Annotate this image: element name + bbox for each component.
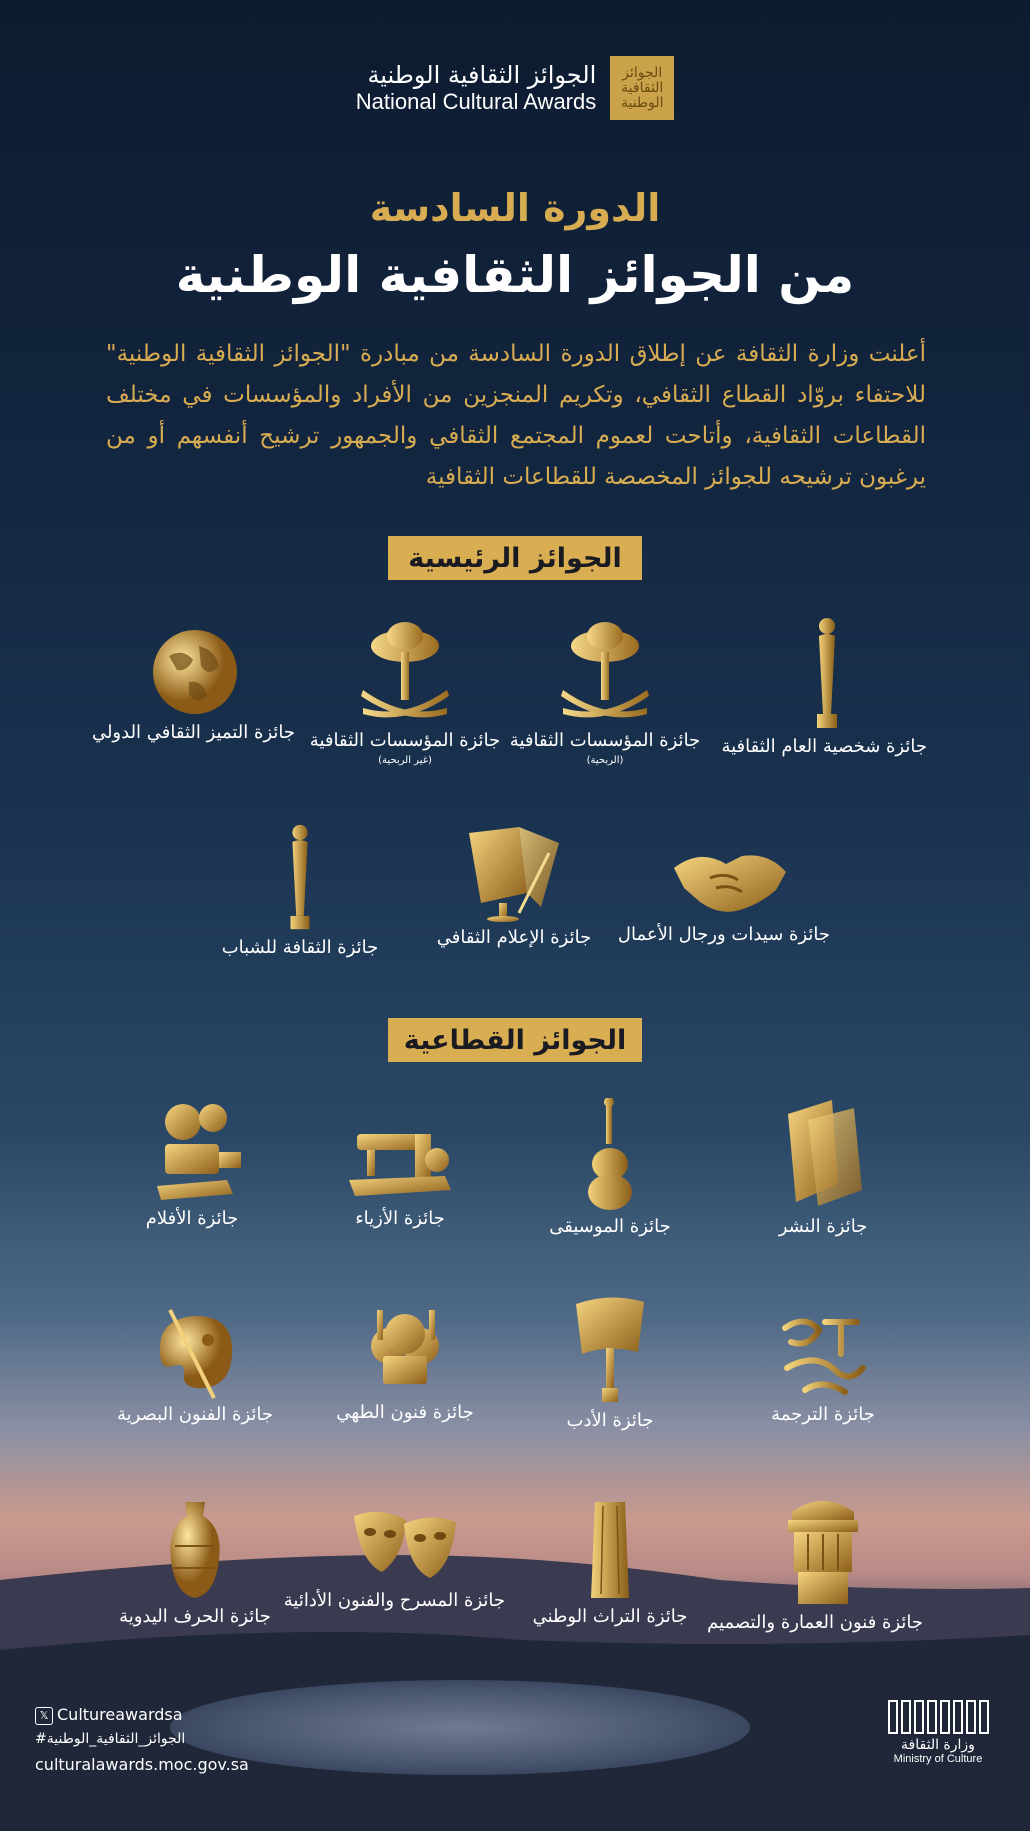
award-label: جائزة الثقافة للشباب [221,937,379,958]
award-business-women-men [617,838,830,945]
ministry-logo [880,1700,996,1765]
hashtag: #الجوائز_الثقافية_الوطنية [35,1731,186,1747]
award-label: جائزة الترجمة [771,1404,875,1425]
award-national-heritage [510,1498,710,1627]
page-title: من الجوائز الثقافية الوطنية [175,246,855,304]
website-link[interactable]: culturalawards.moc.gov.sa [35,1755,249,1774]
award-label: جائزة الأدب [566,1410,654,1431]
award-music [510,1098,710,1237]
scroll-pen-icon [568,1292,652,1406]
ministry-name-en: Ministry of Culture [893,1753,983,1765]
award-architecture-design [707,1490,923,1633]
vase-icon [163,1498,227,1602]
violin-icon [580,1098,640,1212]
chef-hat-icon [359,1306,451,1398]
award-cultural-personality [721,616,927,757]
palm-swords-icon [555,616,655,726]
award-label: جائزة شخصية العام الثقافية [721,736,927,757]
ministry-name-ar: وزارة الثقافة [901,1737,975,1753]
award-label: جائزة الموسيقى [549,1216,671,1237]
award-label: جائزة الأزياء [355,1208,445,1229]
award-label: جائزة الحرف اليدوية [119,1606,271,1627]
awards-emblem-icon: الجوائز الثقافية الوطنية [610,56,674,120]
award-label: جائزة فنون الطهي [336,1402,474,1423]
film-projector-icon [137,1100,247,1204]
award-label: جائزة فنون العمارة والتصميم [707,1612,923,1633]
award-translation [723,1308,923,1425]
award-cultural-institutions-nonprofit [305,616,505,766]
award-label: جائزة التميز الثقافي الدولي [91,722,295,743]
logo-english: National Cultural Awards [355,89,597,114]
building-icon [778,1490,868,1608]
award-label: جائزة المؤسسات الثقافية [309,730,501,751]
award-literature [510,1292,710,1431]
palette-icon [150,1304,240,1400]
books-icon [778,1094,868,1212]
award-films [92,1100,292,1229]
ministry-emblem-icon [880,1700,996,1734]
intro-paragraph: أعلنت وزارة الثقافة عن إطلاق الدورة السادسة من مبادرة "الجوائز الثقافية الوطنية" للاحتفاء بروّاد القطاع الثقافي، وتكريم المنجزين من الأفراد والمؤسسات في مختلف القطاعات الثقافية، وأتاحت لعموم المجتمع الثقافي والجمهور ترشيح أنفسهم أو من يرغبون ترشيحه للجوائز المخصصة للقطاعات الثقافية [106,341,926,490]
main-awards-heading: الجوائز الرئيسية [388,536,642,580]
award-culture-for-youth [200,823,400,958]
award-label: جائزة النشر [778,1216,868,1237]
award-label: جائزة الفنون البصرية [116,1404,274,1425]
award-label: جائزة المسرح والفنون الأدائية [283,1590,505,1611]
footer-contacts [35,1702,249,1777]
palm-swords-icon [355,616,455,726]
award-cultural-media [414,823,614,948]
award-international-excellence [91,626,295,743]
trophy-statue-icon [807,616,847,732]
logo-arabic: الجوائز الثقافية الوطنية [367,61,597,89]
media-book-icon [459,823,569,923]
award-fashion [300,1120,500,1229]
award-note: (غير الربحية) [378,755,432,766]
award-label: جائزة المؤسسات الثقافية [509,730,701,751]
trophy-statue-icon [280,823,320,933]
sewing-machine-icon [345,1120,455,1204]
heritage-column-icon [585,1498,635,1602]
reflecting-pond [170,1680,750,1775]
award-culinary-arts [305,1306,505,1423]
theater-masks-icon [348,1506,462,1586]
social-handle[interactable]: 𝕏 Cultureawardsa [35,1702,249,1727]
award-label: جائزة سيدات ورجال الأعمال [617,924,830,945]
header-logo [0,56,1030,120]
sector-awards-heading: الجوائز القطاعية [388,1018,642,1062]
award-label: جائزة التراث الوطني [532,1606,688,1627]
award-handicrafts [95,1498,295,1627]
award-cultural-institutions-profit [505,616,705,766]
award-publishing [723,1094,923,1237]
logo-wordmark [356,61,597,115]
award-note: (الربحية) [586,755,624,766]
edition-subtitle: الدورة السادسة [369,186,661,230]
handshake-icon [670,838,790,920]
award-label: جائزة الإعلام الثقافي [436,927,592,948]
x-logo-icon: 𝕏 [35,1707,53,1725]
award-theater-performing-arts [283,1506,505,1611]
calligraphy-letters-icon [775,1308,871,1400]
award-visual-arts [95,1304,295,1425]
globe-icon [149,626,241,718]
award-label: جائزة الأفلام [145,1208,239,1229]
